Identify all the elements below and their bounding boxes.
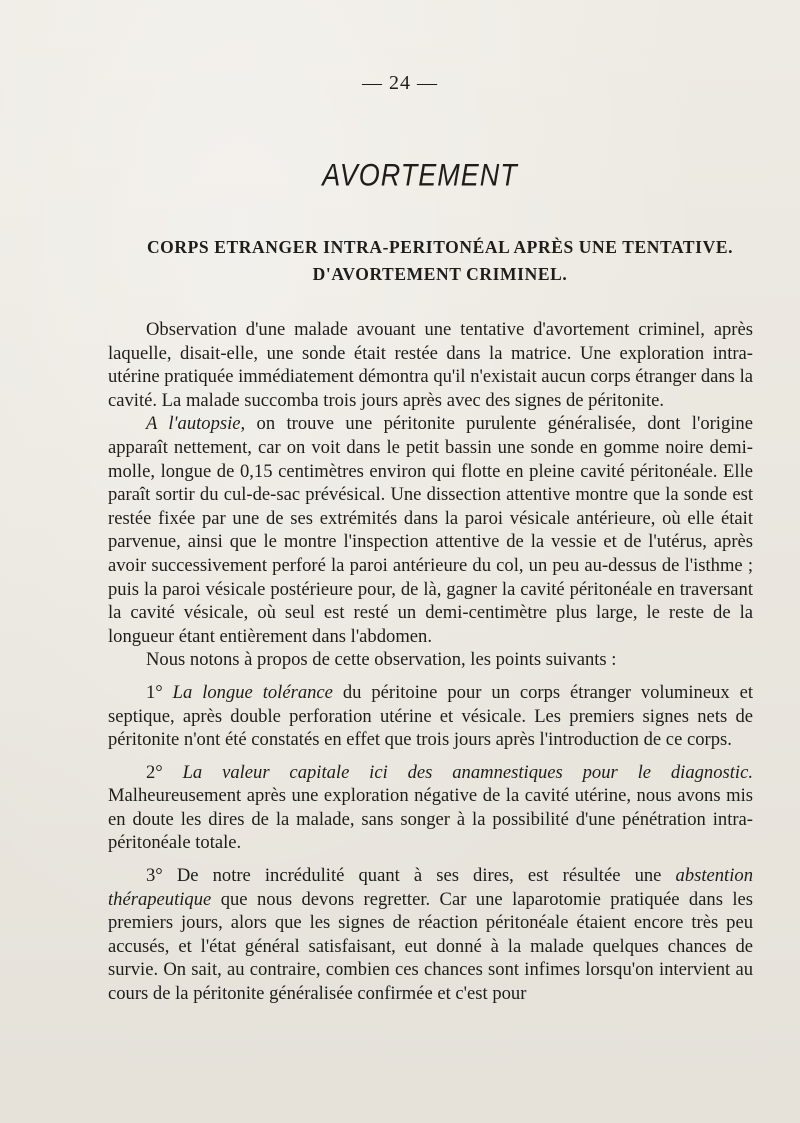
point-3-pre: De notre incrédulité quant à ses dires, est résultée une: [176, 865, 676, 887]
point-1-emphasis: La longue tolérance: [172, 681, 333, 703]
body-text: [108, 318, 753, 1006]
point-1-text: du péritoine pour un corps étranger volumineux et septique, après double perforation utérine et vésicale. Les premiers signes nets de péritonite n'ont été constatés en effet que trois jours après l'introduction de ce corps.: [108, 681, 753, 751]
point-3-text: que nous devons regretter. Car une laparotomie pratiquée dans les premiers jours, alors que les signes de réaction péritonéale étaient encore très peu accusés, et l'état général satisfaisant, eut donné à la malade quelques chances de survie. On sait, au contraire, combien ces chances sont infimes lorsqu'on intervient au cours de la péritonite généralisée confirmée et c'est pour: [108, 888, 753, 1005]
point-2-number: 2°: [146, 761, 183, 783]
section-subtitle: [110, 234, 770, 288]
paragraph-point-3: [108, 864, 753, 1006]
point-3-emphasis: abstention thérapeutique: [108, 865, 753, 910]
paragraph-points-intro: Nous notons à propos de cette observation, les points suivants :: [146, 649, 617, 671]
paragraph-point-2: [108, 761, 753, 855]
autopsy-emphasis: A l'autopsie,: [146, 413, 246, 435]
chapter-title: AVORTEMENT: [322, 157, 518, 193]
paragraph-point-1: [108, 681, 753, 752]
point-2-emphasis: La valeur capitale ici des anamnestiques pour le diagnostic.: [182, 761, 753, 783]
autopsy-text: on trouve une péritonite purulente généralisée, dont l'origine apparaît nettement, car on voit dans le petit bassin une sonde en gomme noire demi-molle, longue de 0,15 centimètres environ qui flotte en pleine cavité péritonéale. Elle paraît sortir du cul-de-sac prévésical. Une dissection attentive montre que la sonde est restée fixée par une de ses extrémités dans la paroi vésicale antérieure, où elle était parvenue, ainsi que le montre l'inspection attentive de la vessie et de l'utérus, après avoir successivement perforé la paroi antérieure du col, un peu au-dessus de l'isthme ; puis la paroi vésicale postérieure pour, de là, gagner la cavité péritonéale en traversant la cavité vésicale, où seul est resté un demi-centimètre plus large, le reste de la longueur étant entièrement dans l'abdomen.: [108, 413, 753, 647]
paragraph-observation: Observation d'une malade avouant une tentative d'avortement criminel, après laquelle, disait-elle, une sonde était restée dans la matrice. Une exploration intra-utérine pratiquée immédiatement démontra qu'il n'existait aucun corps étranger dans la cavité. La malade succomba trois jours après avec des signes de péritonite.: [108, 319, 753, 411]
point-1-number: 1°: [146, 681, 173, 703]
point-3-number: 3°: [146, 865, 177, 887]
paragraph-autopsy: [108, 412, 753, 648]
page-number: — 24 —: [362, 72, 438, 94]
subtitle-line-2: D'AVORTEMENT CRIMINEL.: [312, 264, 568, 284]
point-2-text: Malheureusement après une exploration négative de la cavité utérine, nous avons mis en doute les dires de la malade, sans songer à la possibilité d'une pénétration intra-péritonéale totale.: [108, 785, 753, 854]
subtitle-line-1: CORPS ETRANGER INTRA-PERITONÉAL APRÈS UNE TENTATIVE.: [146, 237, 734, 257]
